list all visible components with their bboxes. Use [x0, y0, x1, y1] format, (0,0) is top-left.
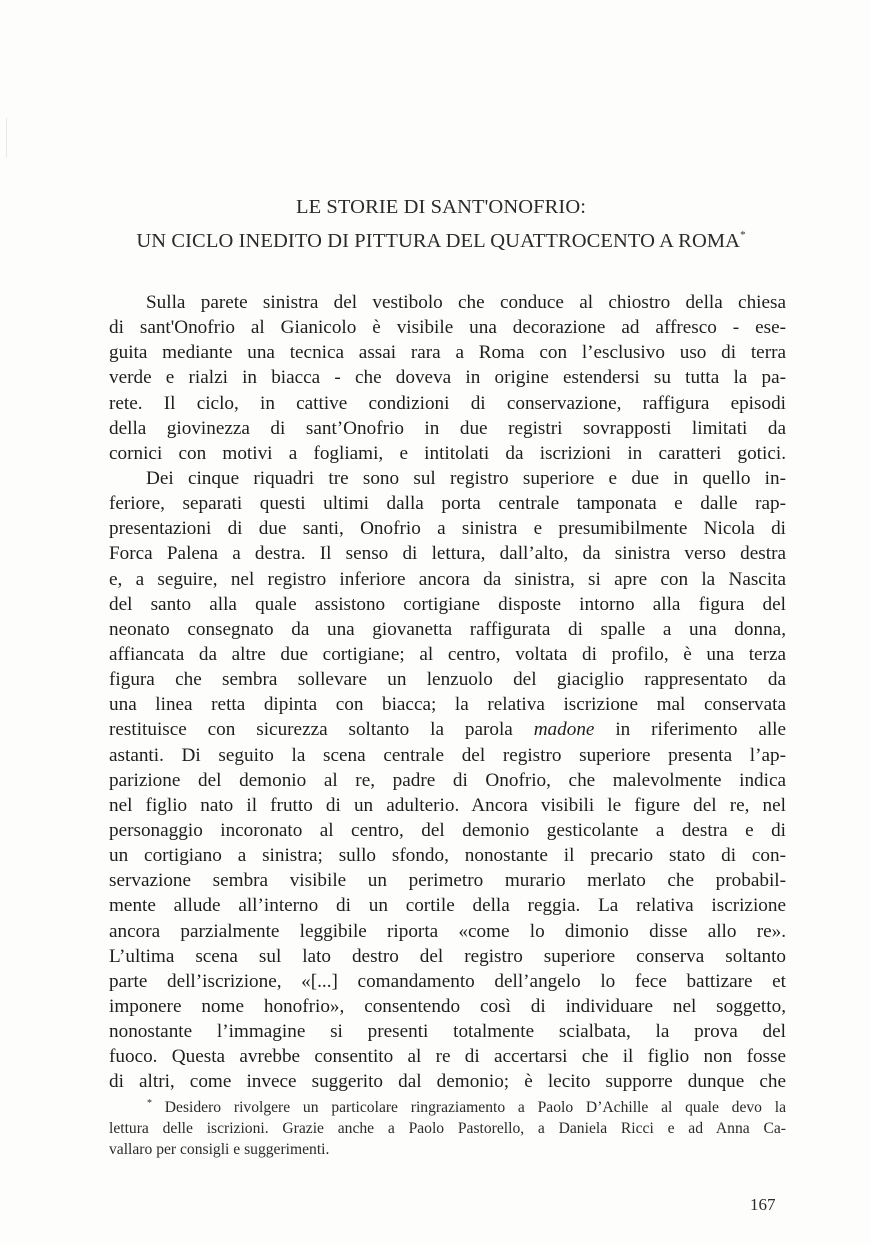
page-number: 167: [750, 1195, 776, 1214]
footnote: [109, 1093, 786, 1160]
body-line: parizione del demonio al re, padre di Onofrio, che malevolmente indica: [109, 769, 786, 791]
body-line: ancora parzialmente leggibile riporta «come lo dimonio disse allo re».: [109, 920, 786, 942]
footnote-line-3: vallaro per consigli e suggerimenti.: [109, 1141, 330, 1158]
body-line: imponere nome honofrio», consentendo così di individuare nel soggetto,: [109, 995, 786, 1017]
body-line: Forca Palena a destra. Il senso di lettura, dall’alto, da sinistra verso destra: [109, 543, 786, 565]
body-line-part: in riferimento alle: [615, 719, 787, 741]
body-line: Sulla parete sinistra del vestibolo che conduce al chiostro della chiesa: [146, 292, 786, 313]
body-line: guita mediante una tecnica assai rara a Roma con l’esclusivo uso di terra: [109, 342, 786, 364]
title-line-2-text: UN CICLO INEDITO DI PITTURA DEL QUATTROCENTO A ROMA: [136, 230, 741, 252]
body-line-with-italic: [109, 717, 786, 742]
body-line: affiancata da altre due cortigiane; al centro, voltata di profilo, è una terza: [109, 643, 786, 665]
body-line: neonato consegnato da una giovanetta raffigurata di spalle a una donna,: [109, 618, 786, 640]
body-line: Dei cinque riquadri tre sono sul registro superiore e due in quello in-: [146, 467, 786, 489]
page-edge-mark: [6, 118, 7, 158]
body-line: parte dell’iscrizione, «[...] comandamento dell’angelo lo fece battizare et: [109, 970, 786, 992]
body-line: personaggio incoronato al centro, del demonio gesticolante a destra e di: [109, 819, 786, 841]
body-line: rete. Il ciclo, in cattive condizioni di conservazione, raffigura episodi: [109, 392, 786, 414]
body-line: cornici con motivi a fogliami, e intitolati da iscrizioni in caratteri gotici.: [109, 442, 786, 464]
body-line: nonostante l’immagine si presenti totalmente scialbata, la prova del: [109, 1021, 786, 1043]
body-line: L’ultima scena sul lato destro del registro superiore conserva soltanto: [109, 945, 786, 967]
body-line: un cortigiano a sinistra; sullo sfondo, nonostante il precario stato di con-: [109, 845, 786, 867]
body-line: figura che sembra sollevare un lenzuolo del giaciglio rappresentato da: [109, 669, 786, 691]
body-line-part: restituisce con sicurezza soltanto la parola: [109, 719, 513, 741]
body-line: mente allude all’interno di un cortile della reggia. La relativa iscrizione: [109, 895, 786, 917]
body-line: astanti. Di seguito la scena centrale del registro superiore presenta l’ap-: [109, 744, 786, 766]
body-line: servazione sembra visibile un perimetro murario merlato che probabil-: [109, 870, 786, 892]
body-text: [109, 290, 786, 1095]
title-line-1: LE STORIE DI SANT'ONOFRIO:: [295, 196, 587, 218]
body-line: di altri, come invece suggerito dal demonio; è lecito supporre dunque che: [109, 1071, 786, 1093]
chapter-title: [100, 193, 782, 255]
body-line: una linea retta dipinta con biacca; la relativa iscrizione mal conservata: [109, 694, 786, 716]
body-line: nel figlio nato il frutto di un adulterio. Ancora visibili le figure del re, nel: [109, 794, 786, 816]
title-footnote-marker: *: [740, 229, 746, 241]
body-line: e, a seguire, nel registro inferiore ancora da sinistra, si apre con la Nascita: [109, 568, 786, 590]
body-line: della giovinezza di sant’Onofrio in due registri sovrapposti limitati da: [109, 417, 786, 439]
footnote-line-2: lettura delle iscrizioni. Grazie anche a Paolo Pastorello, a Daniela Ricci e ad Anna Ca-: [109, 1120, 786, 1137]
body-line: di sant'Onofrio al Gianicolo è visibile una decorazione ad affresco - ese-: [109, 317, 786, 339]
footnote-marker: *: [147, 1098, 152, 1109]
footnote-text: Desidero rivolgere un particolare ringraziamento a Paolo D’Achille al quale devo la: [164, 1099, 787, 1116]
body-line: verde e rialzi in biacca - che doveva in origine estendersi su tutta la pa-: [109, 367, 786, 389]
body-line: del santo alla quale assistono cortigiane disposte intorno alla figura del: [109, 593, 786, 615]
title-line-2: [100, 221, 782, 255]
footnote-line-1: [109, 1093, 786, 1118]
body-line: presentazioni di due santi, Onofrio a sinistra e presumibilmente Nicola di: [109, 518, 786, 540]
body-line: fuoco. Questa avrebbe consentito al re di accertarsi che il figlio non fosse: [109, 1046, 786, 1068]
italic-word: madone: [533, 719, 595, 741]
body-line: feriore, separati questi ultimi dalla porta centrale tamponata e dalle rap-: [109, 493, 786, 515]
